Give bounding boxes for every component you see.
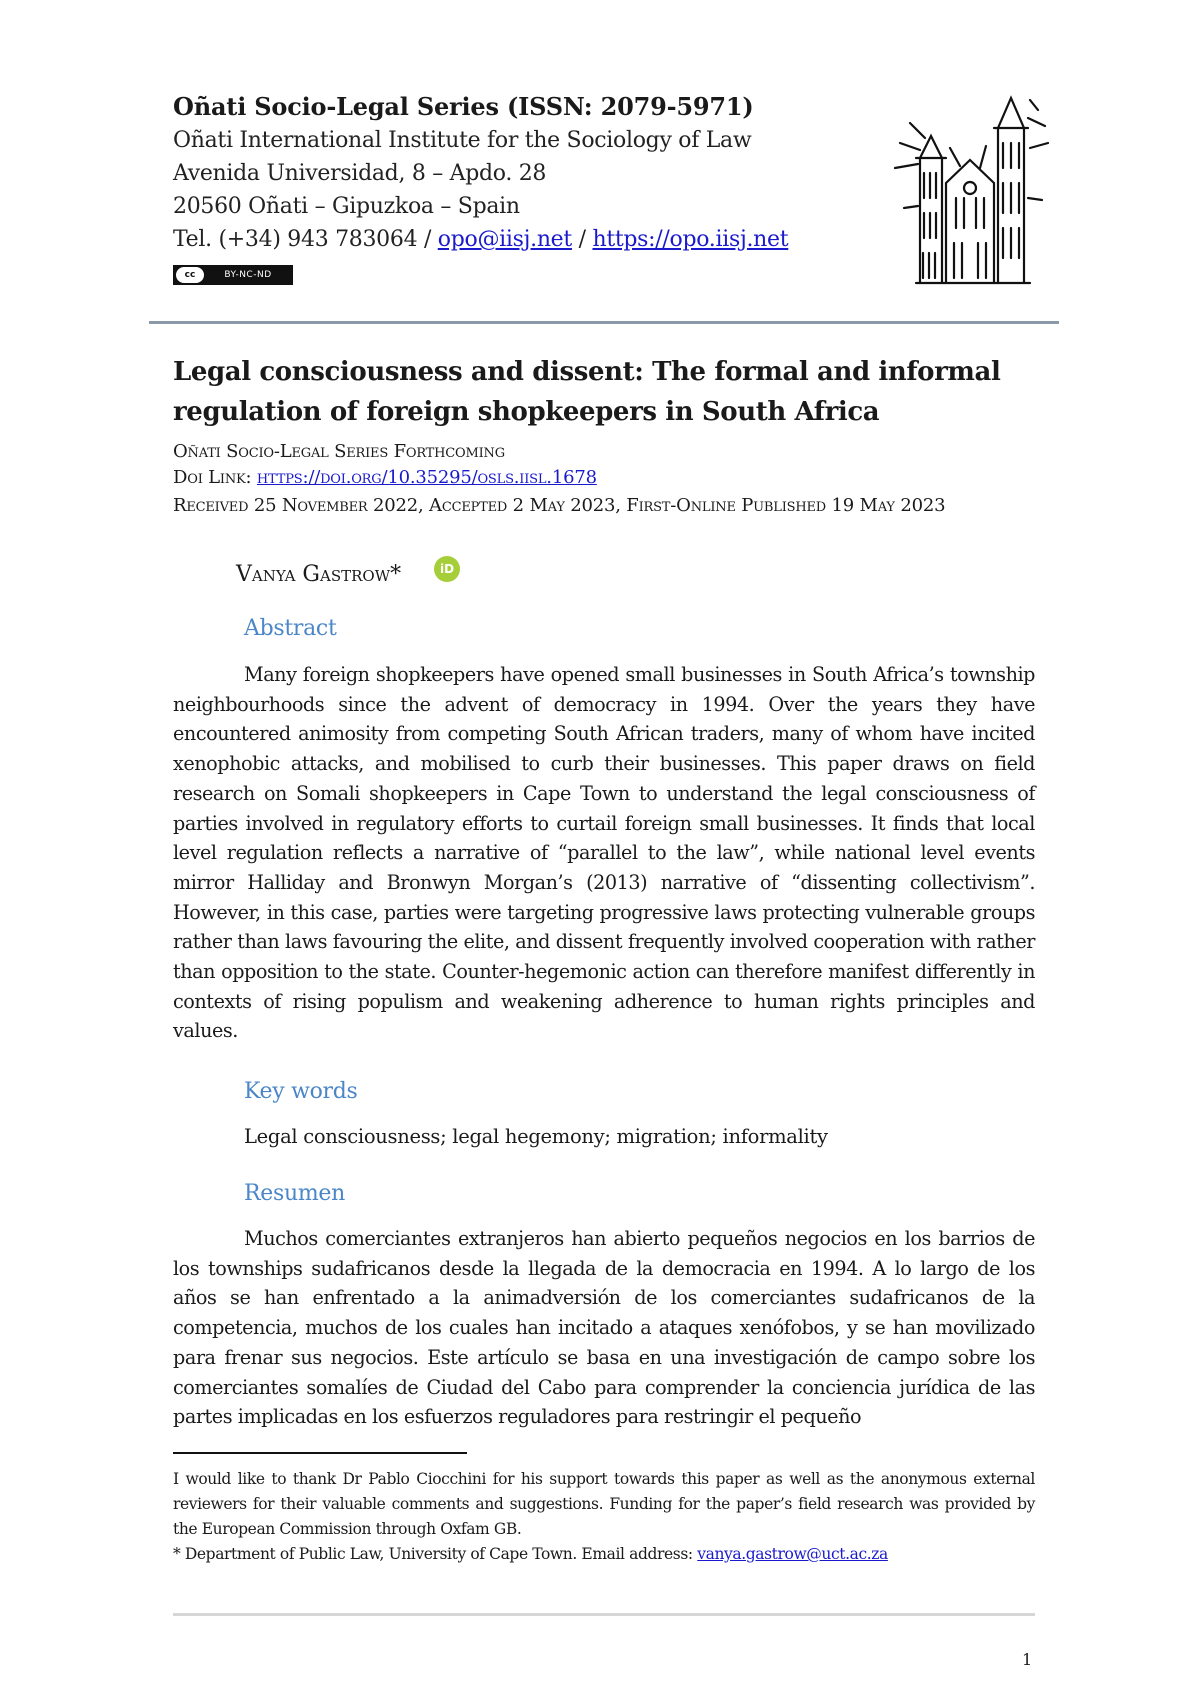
address-line-2: 20560 Oñati – Gipuzkoa – Spain — [173, 194, 520, 219]
cc-icon: cc — [176, 267, 204, 283]
paper-title: Legal consciousness and dissent: The formal and informal regulation of foreign shopkeepers in South Africa — [173, 357, 1001, 427]
abstract-heading: Abstract — [244, 616, 337, 641]
resumen-heading: Resumen — [244, 1181, 345, 1206]
series-line: Oñati Socio-Legal Series Forthcoming — [173, 441, 505, 462]
tel-label: Tel. (+34) 943 783064 / — [173, 227, 438, 252]
resumen-text — [173, 1224, 1035, 1432]
header-divider — [149, 321, 1059, 324]
page-number: 1 — [1022, 1650, 1033, 1669]
building-sketch-logo — [890, 88, 1050, 288]
keywords-text: Legal consciousness; legal hegemony; migration; informality — [244, 1125, 828, 1148]
resumen-body: Muchos comerciantes extranjeros han abierto pequeños negocios en los barrios de los townships sudafricanos desde la llegada de la democracia en 1994. A lo largo de los años se han enfrentado a la animadversión de los comerciantes sudafricanos de la competencia, muchos de los cuales han incitado a ataques xenófobos, y se han movilizado para frenar sus negocios. Este artículo se basa en una investigación de campo sobre los comerciantes somalíes de Ciudad del Cabo para comprender la conciencia jurídica de las partes implicadas en los esfuerzos reguladores para restringir el pequeño — [173, 1227, 1035, 1429]
author-name-text: Vanya Gastrow — [236, 562, 391, 587]
footnote-divider — [173, 1452, 467, 1454]
email-link[interactable]: opo@iisj.net — [437, 227, 572, 252]
footnote-affiliation — [173, 1542, 1035, 1567]
doi-label: Doi Link: — [173, 467, 257, 488]
footnote-acknowledgement: I would like to thank Dr Pablo Ciocchini for his support towards this paper as well as the anonymous external reviewers for their valuable comments and suggestions. Funding for the paper’s field research was provided by the European Commission through Oxfam GB. — [173, 1470, 1035, 1538]
affiliation-text: Department of Public Law, University of Cape Town. Email address: — [180, 1545, 698, 1563]
address-line-1: Avenida Universidad, 8 – Apdo. 28 — [173, 161, 547, 186]
contact-line — [173, 227, 788, 252]
author-email-link[interactable]: vanya.gastrow@uct.ac.za — [697, 1545, 888, 1563]
author-footnote-mark: * — [390, 562, 402, 587]
doi-line — [173, 467, 597, 488]
journal-title: Oñati Socio-Legal Series (ISSN: 2079-5971) — [173, 92, 754, 121]
affiliation-mark: * — [173, 1545, 181, 1563]
license-label: BY-NC-ND — [224, 270, 272, 280]
orcid-icon[interactable]: iD — [434, 556, 460, 582]
footer-divider — [173, 1613, 1035, 1616]
author-name — [236, 562, 401, 587]
contact-separator: / — [571, 227, 593, 252]
abstract-text — [173, 660, 1035, 1046]
institute-name: Oñati International Institute for the Sociology of Law — [173, 128, 752, 153]
keywords-heading: Key words — [244, 1079, 358, 1104]
license-badge[interactable] — [173, 265, 293, 285]
website-link[interactable]: https://opo.iisj.net — [592, 227, 789, 252]
doi-link[interactable]: https://doi.org/10.35295/osls.iisl.1678 — [256, 467, 597, 488]
dates-line: Received 25 November 2022, Accepted 2 May 2023, First-Online Published 19 May 2023 — [173, 495, 946, 516]
abstract-body: Many foreign shopkeepers have opened small businesses in South Africa’s township neighbourhoods since the advent of democracy in 1994. Over the years they have encountered animosity from competing South African traders, many of whom have incited xenophobic attacks, and mobilised to curb their businesses. This paper draws on field research on Somali shopkeepers in Cape Town to understand the legal consciousness of parties involved in regulatory efforts to curtail foreign small businesses. It finds that local level regulation reflects a narrative of “parallel to the law”, while national level events mirror Halliday and Bronwyn Morgan’s (2013) narrative of “dissenting collectivism”. However, in this case, parties were targeting progressive laws protecting vulnerable groups rather than laws favouring the elite, and dissent frequently involved cooperation with rather than opposition to the state. Counter-hegemonic action can therefore manifest differently in contexts of rising populism and weakening adherence to human rights principles and values. — [173, 663, 1035, 1043]
